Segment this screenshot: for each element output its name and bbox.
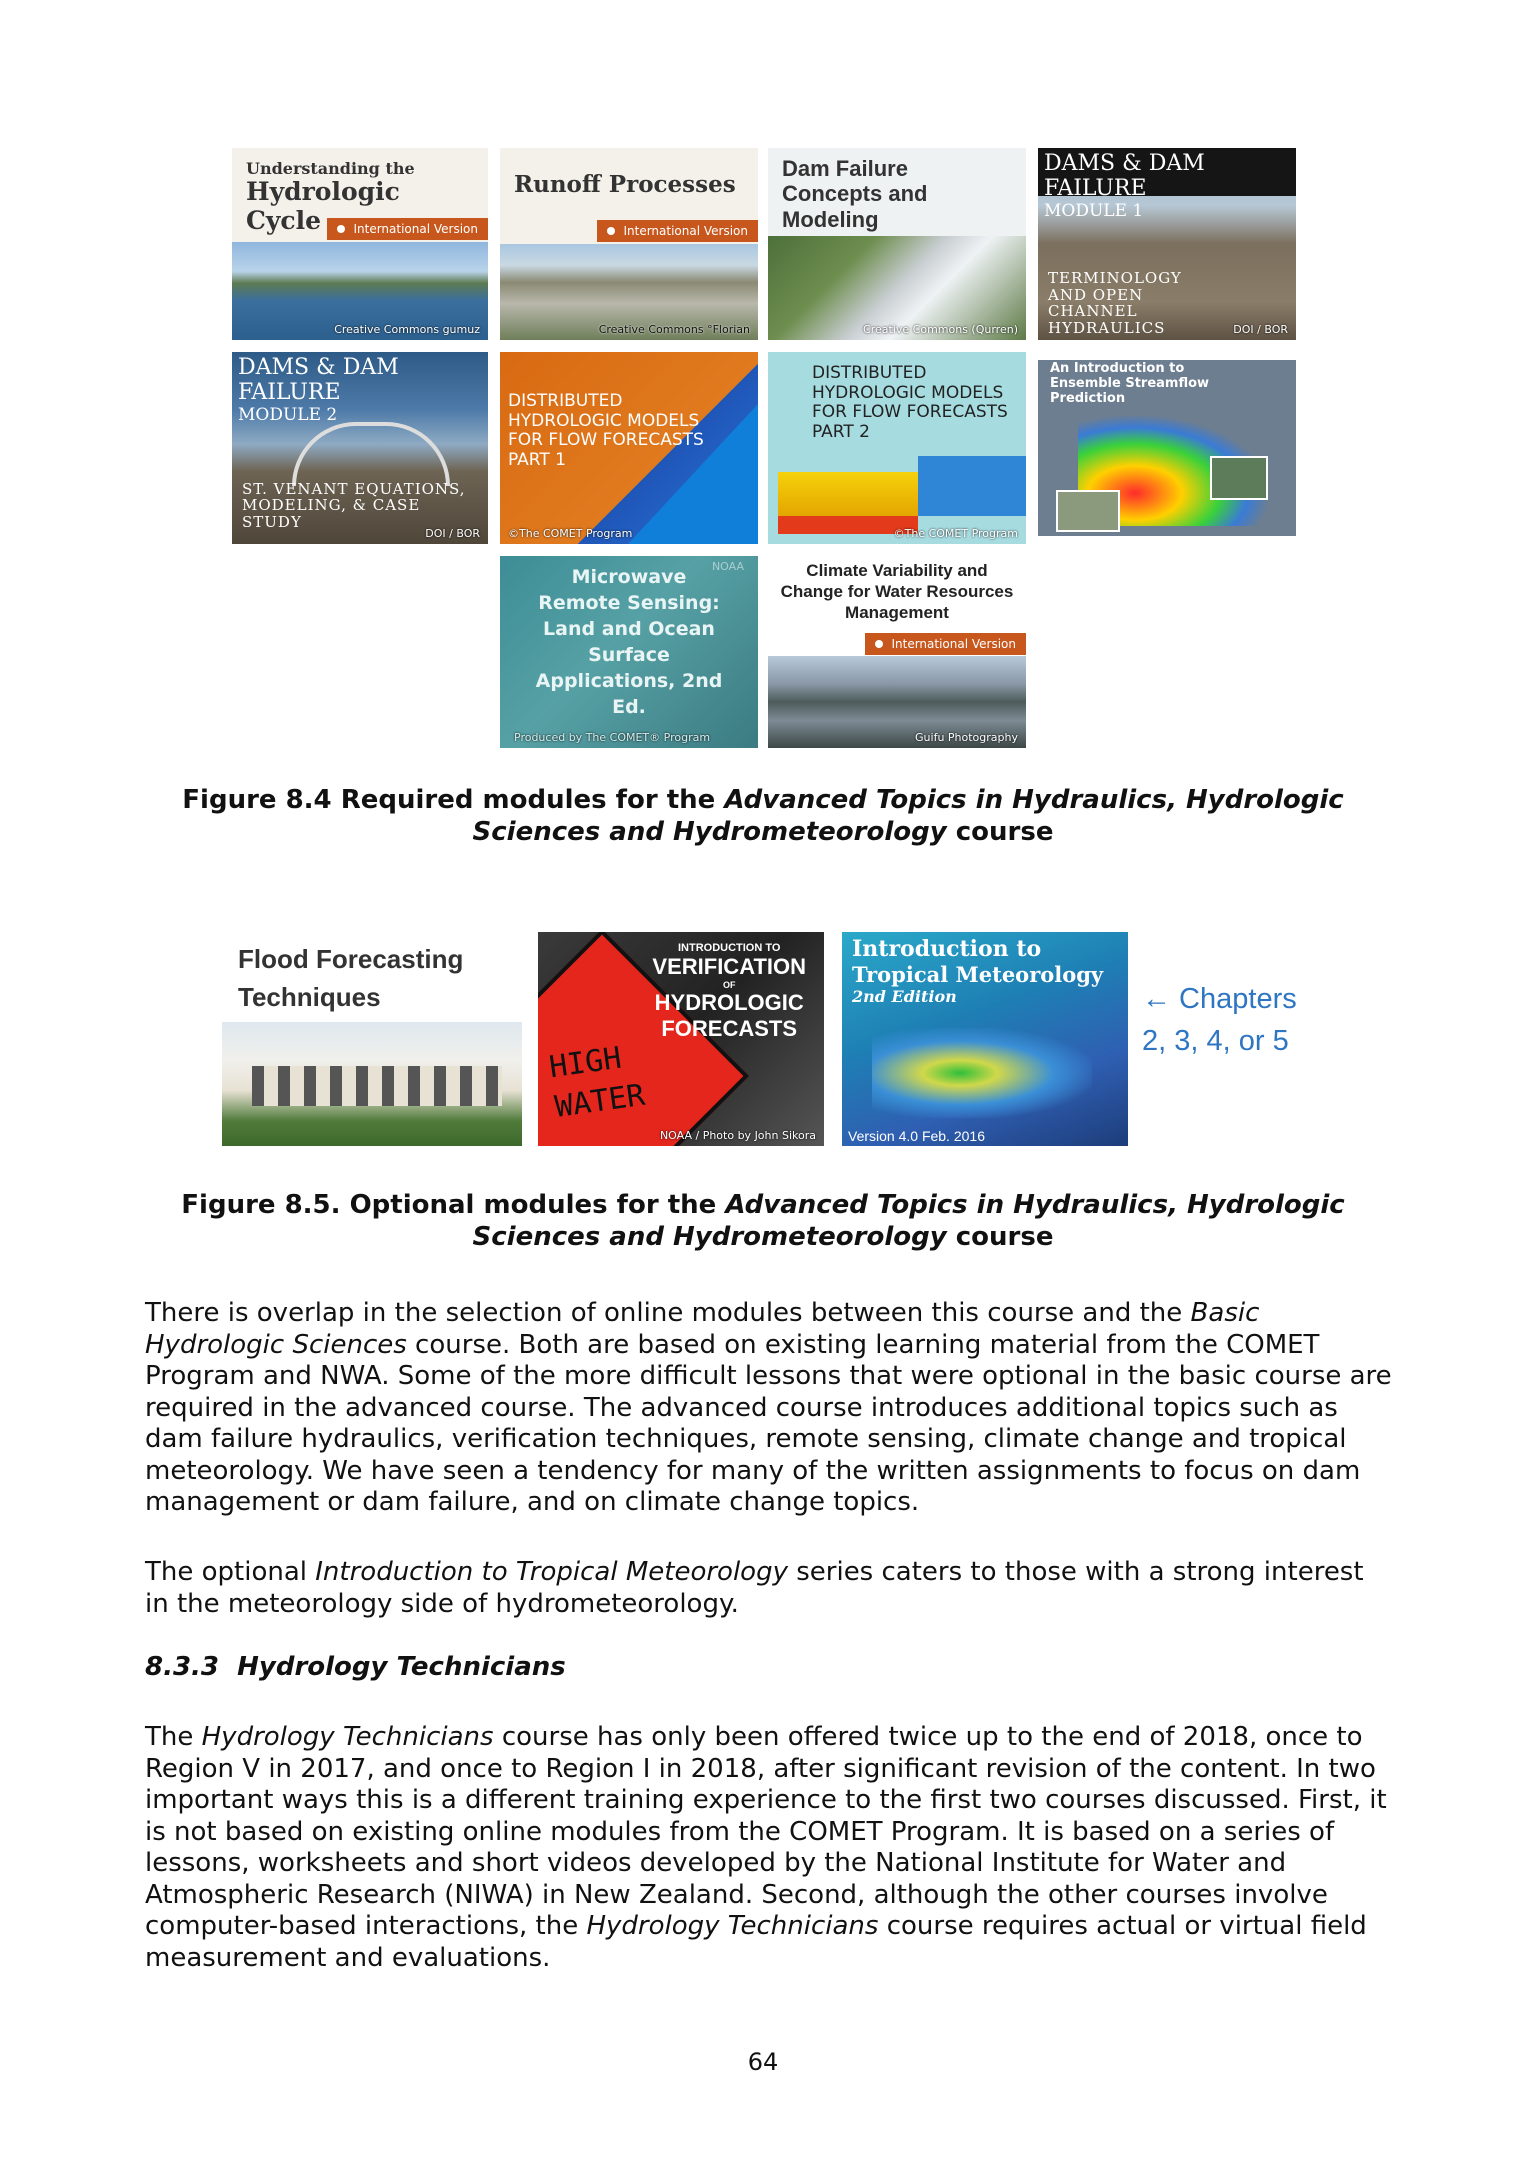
bar-3d-shape-blue — [918, 456, 1026, 516]
watermark-text: NOAA — [711, 560, 744, 573]
international-version-badge: International Version — [597, 220, 758, 242]
text-run: course requires actual or virtual field measurement and evaluations. — [145, 1911, 1367, 1973]
tile-small-text: INTRODUCTION TO — [677, 942, 781, 954]
module-tile-distributed-models-part-2[interactable] — [768, 352, 1026, 544]
module-tile-runoff-processes[interactable] — [500, 148, 758, 340]
bar-3d-shape — [778, 472, 918, 516]
text-run-italic: Hydrology Technicians — [586, 1911, 879, 1941]
version-text: Version 4.0 Feb. 2016 — [848, 1128, 985, 1144]
caption-course-title: Advanced Topics in Hydraulics, Hydrologic Sciences and Hydrometeorology — [472, 785, 1344, 847]
caption-prefix: Figure 8.5. Optional modules for the — [181, 1190, 726, 1220]
international-version-badge: International Version — [865, 633, 1026, 655]
module-tile-climate-variability[interactable] — [768, 556, 1026, 748]
tile-line2: HYDROLOGIC — [654, 990, 804, 1015]
tile-title: Climate Variability and Change for Water Resources Management — [780, 561, 1014, 622]
tile-subtitle: ST. VENANT EQUATIONS, MODELING, & CASE STUDY — [242, 479, 466, 531]
sign-text — [547, 1036, 648, 1128]
tile-title: Dam Failure Concepts and Modeling — [782, 156, 928, 232]
module-tile-hydrologic-cycle[interactable] — [232, 148, 488, 340]
text-run: course has only been offered twice up to the end of 2018, once to Region V in 2017, and once to Region I in 2018, after significant revision of the content. In two important ways this is a different training experience to the first two courses discussed. First, it is not based on existing online modules from the COMET Program. It is based on a series of lessons, worksheets and short videos developed by the National Institute for Water and Atmospheric Research (NIWA) in New Zealand. Second, although the other courses involve computer-based interactions, the — [145, 1722, 1387, 1941]
tile-line3: FORECASTS — [661, 1016, 798, 1041]
tile-title-line2: Techniques — [238, 982, 381, 1012]
tile-title-line2: MODULE 1 — [1044, 200, 1144, 221]
sign-line2: WATER — [552, 1077, 648, 1125]
tile-title: DISTRIBUTED HYDROLOGIC MODELS FOR FLOW FORECASTS PART 2 — [812, 363, 1008, 442]
chapters-note — [1142, 978, 1297, 1062]
image-credit: DOI / BOR — [425, 527, 480, 540]
photo-inset-1 — [1056, 490, 1120, 532]
tile-title: Microwave Remote Sensing: Land and Ocean Surface Applications, 2nd Ed. — [535, 566, 723, 718]
bridge-arch-shape — [292, 422, 450, 486]
text-run-italic: Basic Hydrologic Sciences — [145, 1298, 1260, 1360]
sign-line1: HIGH — [547, 1040, 624, 1086]
international-version-badge: International Version — [327, 218, 488, 240]
image-credit: Guifu Photography — [915, 731, 1018, 744]
tile-title-line1: Understanding the — [246, 159, 415, 178]
text-run: course. Both are based on existing learning material from the COMET Program and NWA. Some of the more difficult lessons that were optional in the basic course are required in the advanced course. The advanced course introduces additional topics such as dam failure hydraulics, verification techniques, remote sensing, climate change and tropical meteorology. We have seen a tendency for many of the written assignments to focus on dam management or dam failure, and on climate change topics. — [145, 1329, 1392, 1517]
module-tile-dams-module-1[interactable] — [1038, 148, 1296, 340]
module-tile-dams-module-2[interactable] — [232, 352, 488, 544]
module-tile-tropical-meteorology[interactable] — [842, 932, 1128, 1146]
image-credit: NOAA / Photo by John Sikora — [659, 1129, 816, 1142]
tile-title: Runoff Processes — [514, 171, 736, 198]
tile-title-line1: DAMS & DAM FAILURE — [238, 355, 399, 406]
text-run-italic: Hydrology Technicians — [201, 1722, 494, 1752]
module-tile-ensemble-streamflow[interactable] — [1038, 360, 1296, 536]
page-number: 64 — [747, 2048, 779, 2076]
text-run-italic: Introduction to Tropical Meteorology — [315, 1557, 788, 1587]
text-run: The optional — [145, 1557, 316, 1587]
paragraph-overlap — [145, 1298, 1395, 1519]
paragraph-tropical-meteorology — [145, 1557, 1395, 1620]
tile-of: OF — [722, 980, 736, 990]
caption-suffix: course — [946, 817, 1054, 847]
caption-prefix: Figure 8.4 Required modules for the — [182, 785, 725, 815]
photo-inset-2 — [1210, 456, 1268, 500]
image-credit: Creative Commons (Qurren) — [863, 323, 1018, 336]
caption-suffix: course — [946, 1222, 1054, 1252]
chapters-line1: ← Chapters — [1142, 983, 1297, 1015]
figure-8-4-caption — [140, 784, 1386, 848]
image-credit: Creative Commons °Florian — [598, 323, 750, 336]
module-tile-flood-forecasting[interactable] — [222, 928, 522, 1146]
tile-title: DISTRIBUTED HYDROLOGIC MODELS FOR FLOW FORECASTS PART 1 — [508, 391, 704, 470]
module-tile-microwave-remote-sensing[interactable] — [500, 556, 758, 748]
building-windows — [252, 1066, 502, 1106]
tile-title-line2: Tropical Meteorology — [852, 962, 1104, 987]
image-credit: Produced by The COMET® Program — [514, 731, 711, 744]
tile-title: An Introduction to Ensemble Streamflow Prediction — [1050, 361, 1210, 406]
text-run: The — [145, 1722, 202, 1752]
tile-title-line1: DAMS & DAM FAILURE — [1044, 151, 1205, 202]
image-credit: ©The COMET Program — [893, 527, 1018, 540]
section-heading: 8.3.3 Hydrology Technicians — [145, 1652, 566, 1682]
tile-title-line1: Flood Forecasting — [238, 944, 464, 974]
image-credit: ©The COMET Program — [508, 527, 633, 540]
module-tile-distributed-models-part-1[interactable] — [500, 352, 758, 544]
satellite-map-graphic — [872, 1028, 1092, 1118]
module-tile-dam-failure-concepts[interactable] — [768, 148, 1026, 340]
chapters-line2: 2, 3, 4, or 5 — [1142, 1025, 1289, 1057]
tile-edition: 2nd Edition — [852, 987, 957, 1006]
image-credit: DOI / BOR — [1233, 323, 1288, 336]
tile-title-line2: MODULE 2 — [238, 404, 338, 425]
text-run: There is overlap in the selection of online modules between this course and the — [145, 1298, 1191, 1328]
caption-course-title: Advanced Topics in Hydraulics, Hydrologic Sciences and Hydrometeorology — [472, 1190, 1345, 1252]
paragraph-hydrology-technicians — [145, 1722, 1395, 1974]
tile-line1: VERIFICATION — [652, 954, 806, 979]
image-credit: Creative Commons gumuz — [334, 323, 480, 336]
tile-subtitle: TERMINOLOGY AND OPEN CHANNEL HYDRAULICS — [1048, 269, 1182, 337]
text-run: series caters to those with a strong interest in the meteorology side of hydrometeorology. — [145, 1557, 1364, 1619]
tile-title-line1: Introduction to — [852, 936, 1042, 962]
tile-title-line2: Hydrologic Cycle — [246, 177, 400, 236]
figure-8-5-caption — [140, 1189, 1386, 1253]
module-tile-verification[interactable] — [538, 932, 824, 1146]
